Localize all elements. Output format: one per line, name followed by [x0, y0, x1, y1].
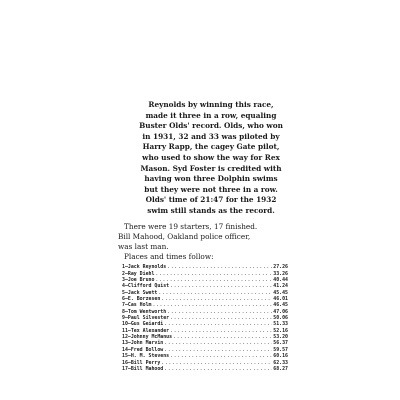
- result-name: Gus Geiardi: [130, 321, 164, 328]
- result-name: Jack Reynolds: [127, 264, 167, 271]
- result-name: John Marvin: [130, 340, 164, 347]
- lead-paragraph-line: Buster Olds' record. Olds, who won: [139, 121, 283, 131]
- place-separator: —: [124, 270, 128, 277]
- summary-line: There were 19 starters, 17 finished.: [124, 221, 258, 231]
- place-separator: —: [127, 327, 131, 334]
- result-name: Johnny McManus: [130, 334, 173, 341]
- result-name: E. Borzesen: [127, 296, 161, 303]
- result-time: 51.33: [273, 321, 288, 328]
- result-name: Bill Perry: [130, 359, 161, 366]
- place-separator: —: [124, 264, 128, 271]
- result-time: 46.45: [273, 302, 288, 309]
- result-time: 47.06: [273, 308, 288, 315]
- result-name: Paul Silvester: [127, 315, 170, 322]
- result-name: Jack Swett: [127, 289, 158, 296]
- place-separator: —: [127, 359, 131, 366]
- result-place: 6: [122, 296, 125, 303]
- place-separator: —: [124, 283, 128, 290]
- lead-paragraph-line: Harry Rapp, the cagey Gate pilot,: [142, 142, 280, 152]
- lead-paragraph-line: in 1931, 32 and 33 was piloted by: [142, 131, 280, 141]
- result-name: Tom Wentworth: [127, 308, 167, 315]
- result-place: 10: [122, 321, 128, 328]
- result-place: 13: [122, 340, 128, 347]
- result-place: 5: [122, 289, 125, 296]
- result-time: 45.45: [273, 289, 288, 296]
- lead-paragraph-line: made it three in a row, equaling: [145, 110, 277, 120]
- result-name: Ray Diehl: [127, 270, 155, 277]
- result-time: 41.24: [273, 283, 288, 290]
- result-place: 2: [122, 270, 125, 277]
- place-separator: —: [124, 315, 128, 322]
- lead-paragraph-line: swim still stands as the record.: [147, 205, 275, 215]
- place-separator: —: [124, 302, 128, 309]
- lead-paragraph-line: who used to show the way for Rex: [142, 152, 280, 162]
- lead-paragraph-line: Reynolds by winning this race,: [148, 100, 274, 109]
- summary-line: Places and times follow:: [124, 252, 214, 262]
- result-time: 62.33: [273, 359, 288, 366]
- result-time: 59.57: [273, 346, 288, 353]
- result-time: 33.26: [273, 270, 288, 277]
- lead-paragraph-line: but they were not three in a row.: [144, 184, 278, 194]
- result-place: 15: [122, 353, 128, 360]
- place-separator: —: [127, 353, 131, 360]
- result-place: 14: [122, 346, 128, 353]
- results-list: [122, 264, 288, 372]
- summary-line: was last man.: [118, 241, 169, 251]
- result-place: 3: [122, 277, 125, 284]
- result-name: H. M. Stevens: [130, 353, 170, 360]
- result-place: 1: [122, 264, 125, 271]
- result-time: 52.16: [273, 327, 288, 334]
- result-name: Fred Bollow: [130, 346, 164, 353]
- place-separator: —: [127, 334, 131, 341]
- place-separator: —: [124, 289, 128, 296]
- lead-paragraph-line: Olds' time of 21:47 for the 1932: [145, 195, 277, 205]
- summary-paragraph: [118, 222, 288, 263]
- result-name: Tex Alexander: [130, 327, 170, 334]
- place-separator: —: [124, 296, 128, 303]
- place-separator: —: [124, 308, 128, 315]
- article-column: [118, 100, 288, 372]
- result-place: 12: [122, 334, 128, 341]
- result-time: 60.16: [273, 353, 288, 360]
- result-row: [122, 366, 288, 372]
- result-place: 4: [122, 283, 125, 290]
- place-separator: —: [127, 340, 131, 347]
- result-place: 9: [122, 315, 125, 322]
- result-place: 8: [122, 308, 125, 315]
- result-time: 46.01: [273, 296, 288, 303]
- result-time: 50.06: [273, 315, 288, 322]
- result-place: 16: [122, 359, 128, 366]
- result-time: 40.44: [273, 277, 288, 284]
- place-separator: —: [124, 277, 128, 284]
- lead-paragraph: [118, 100, 288, 217]
- result-name: Bill Mahood: [130, 365, 164, 372]
- result-place: 11: [122, 327, 128, 334]
- result-time: 53.20: [273, 334, 288, 341]
- place-separator: —: [127, 346, 131, 353]
- place-separator: —: [127, 321, 131, 328]
- lead-paragraph-line: Mason. Syd Foster is credited with: [140, 163, 282, 173]
- result-name: Clifford Quist: [127, 283, 170, 290]
- place-separator: —: [127, 365, 131, 372]
- result-name: Cas Holm: [127, 302, 152, 309]
- result-place: 7: [122, 302, 125, 309]
- result-time: 27.26: [273, 264, 288, 271]
- result-time: 56.37: [273, 340, 288, 347]
- summary-line: Bill Mahood, Oakland police officer,: [118, 231, 251, 241]
- result-name: Joe Bruno: [127, 277, 155, 284]
- result-place: 17: [122, 365, 128, 372]
- dot-leader: [164, 366, 272, 372]
- lead-paragraph-line: having won three Dolphin swims: [144, 174, 278, 184]
- result-time: 68.27: [273, 365, 288, 372]
